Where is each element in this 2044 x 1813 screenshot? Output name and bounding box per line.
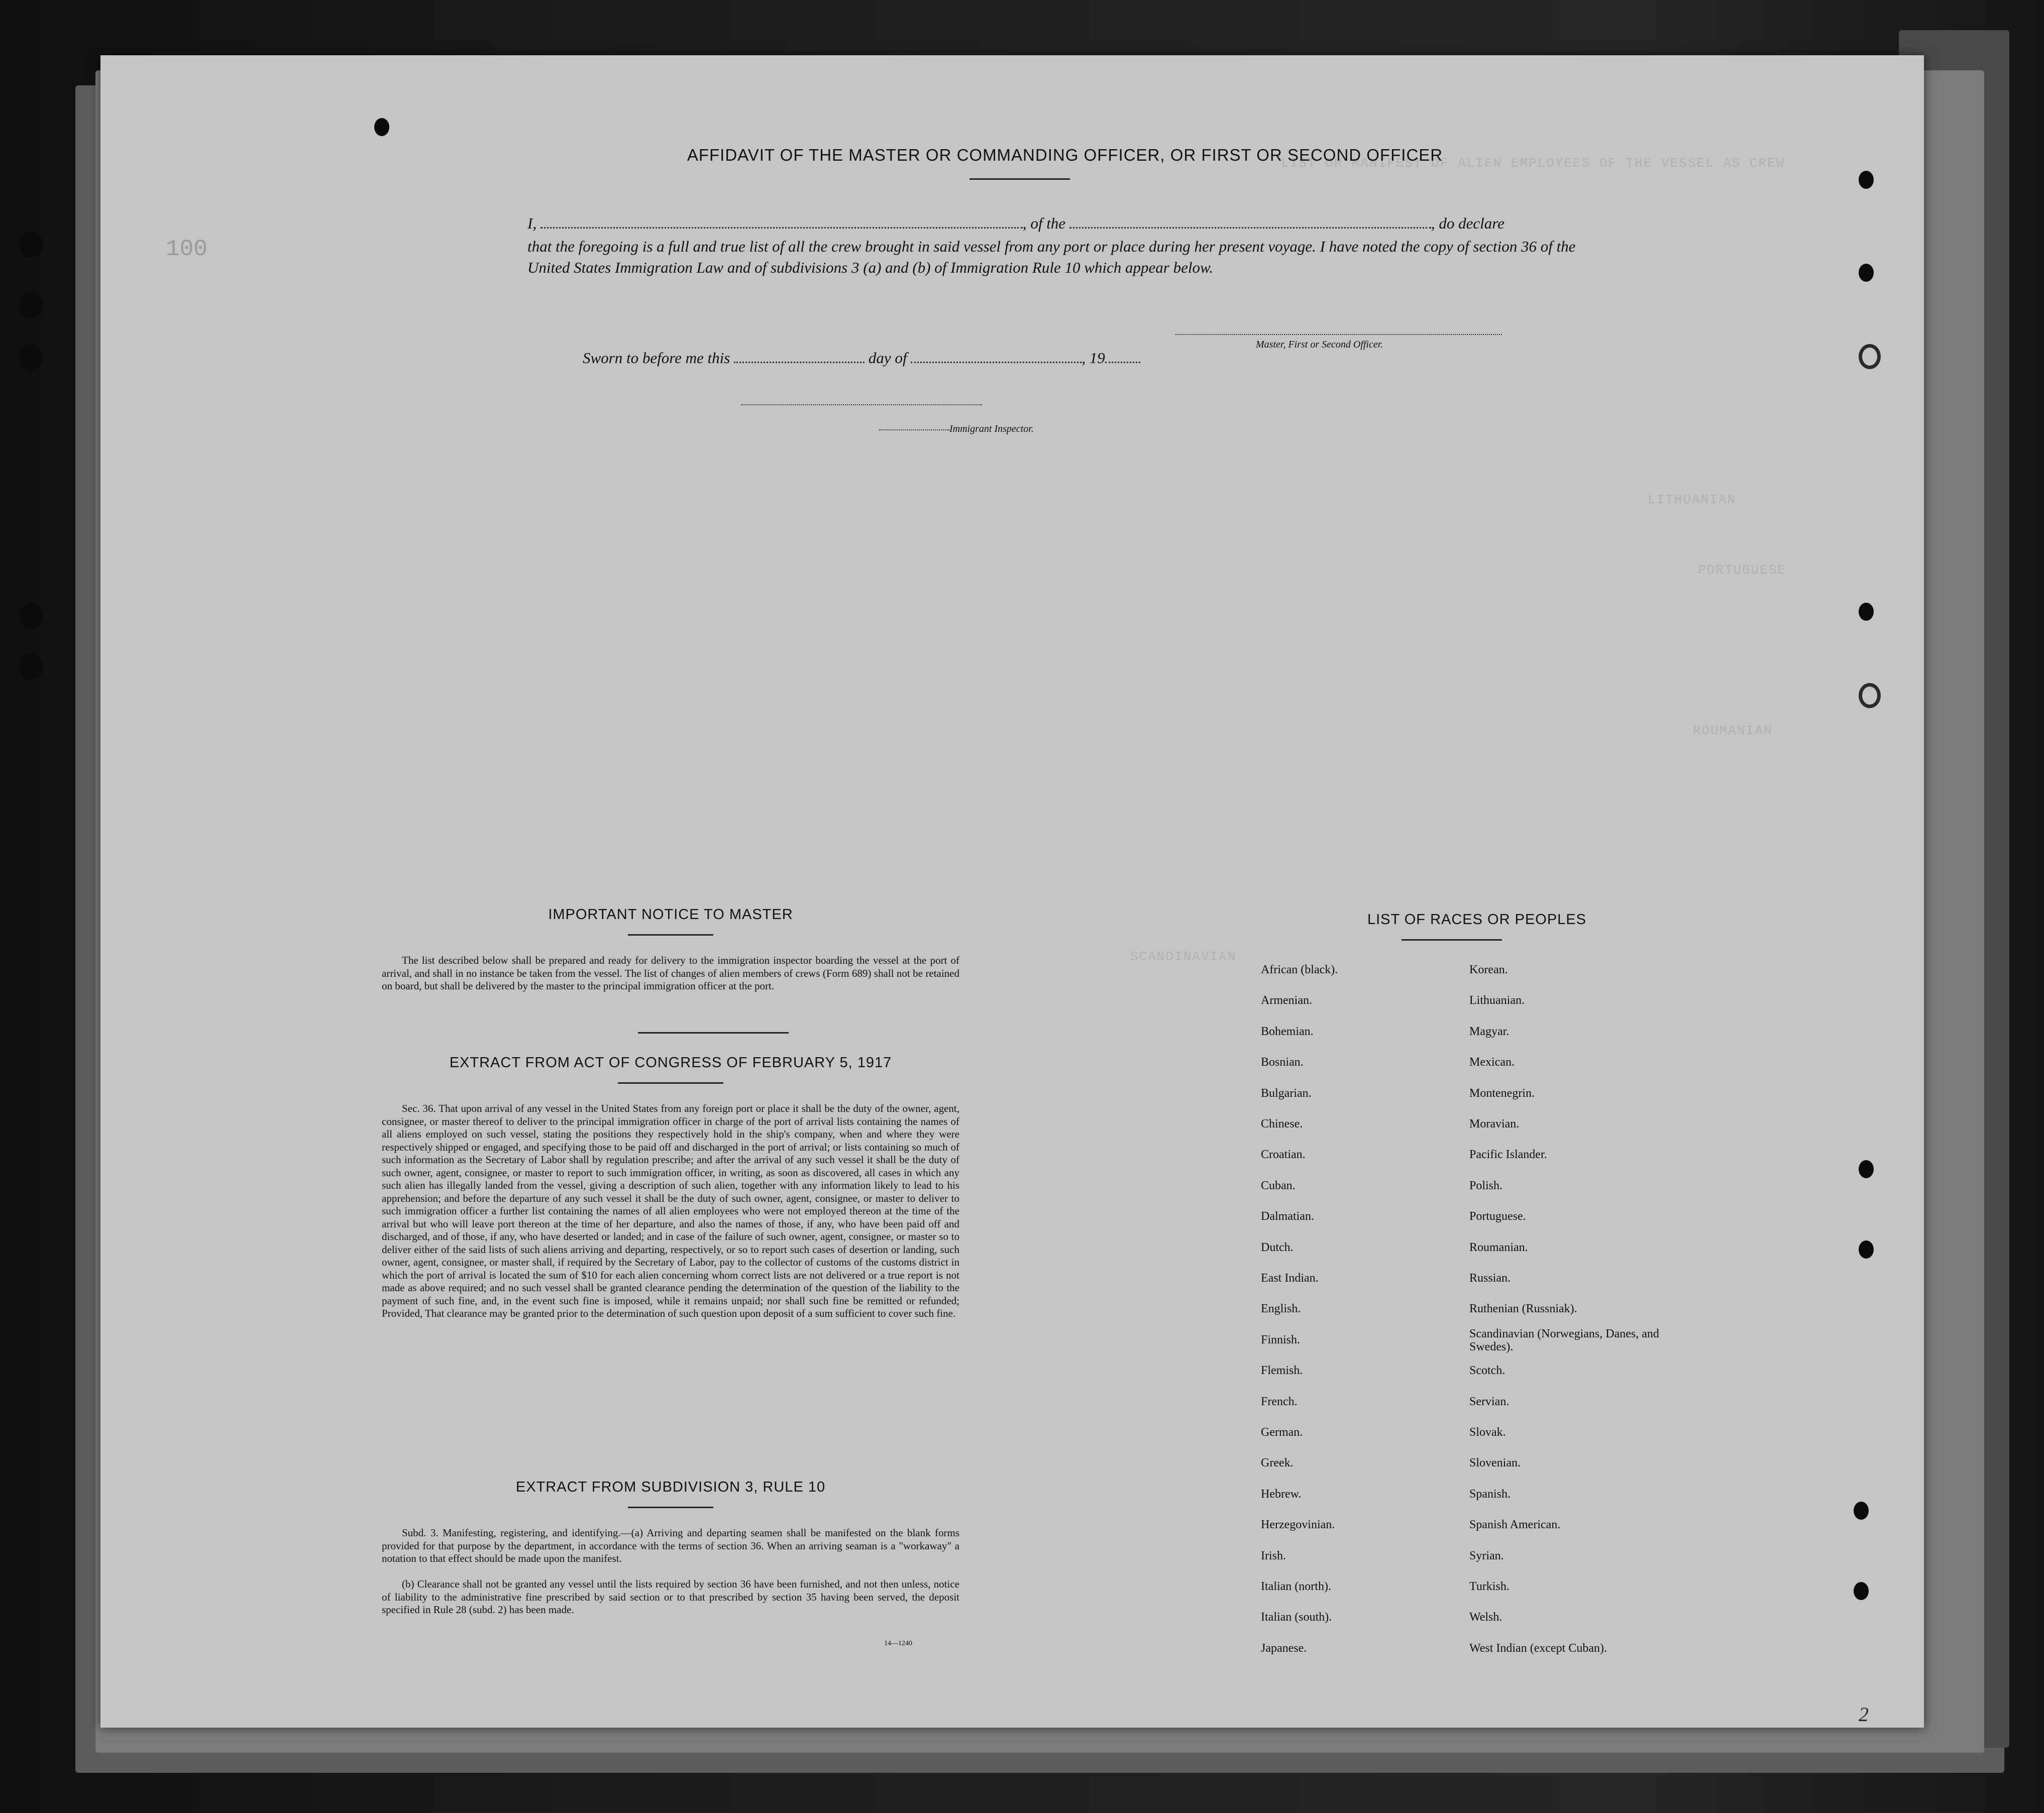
- rule-title: EXTRACT FROM SUBDIVISION 3, RULE 10: [515, 1479, 826, 1495]
- race-item: Cuban.: [1261, 1179, 1296, 1192]
- inspector-line-2[interactable]: [879, 429, 949, 430]
- form-number: 14—1240: [884, 1640, 912, 1647]
- inspector-label: Immigrant Inspector.: [949, 423, 1034, 434]
- name-field[interactable]: [541, 225, 1023, 229]
- binder-hole: [1859, 1160, 1874, 1178]
- sworn-prefix: Sworn to before me this: [583, 349, 730, 367]
- affidavit-body: that the foregoing is a full and true list of all the crew brought in said vessel from any port or place during her present voyage. I have noted the copy of section 36 of the United States Immigration Law and of subdivisions 3 (a) and (b) of Immigration Rule 10 which appear below.: [527, 238, 1576, 276]
- binder-hole: [19, 344, 42, 371]
- document-page: [100, 55, 1924, 1728]
- act-rule: [618, 1082, 723, 1084]
- title-rule: [970, 178, 1070, 180]
- binder-hole: [1854, 1502, 1869, 1520]
- affidavit-declaration-line: [527, 214, 1618, 233]
- sworn-day-field[interactable]: [734, 360, 865, 363]
- race-item: Turkish.: [1469, 1580, 1510, 1593]
- race-item: Flemish.: [1261, 1364, 1303, 1378]
- race-item: Servian.: [1469, 1395, 1510, 1408]
- race-item: Russian.: [1469, 1272, 1511, 1285]
- affidavit-title: AFFIDAVIT OF THE MASTER OR COMMANDING OFFICER, OR FIRST OR SECOND OFFICER: [687, 146, 1443, 164]
- race-item: Hebrew.: [1261, 1487, 1302, 1501]
- binder-hole: [19, 231, 42, 258]
- race-item: Irish.: [1261, 1549, 1286, 1562]
- race-item: Bohemian.: [1261, 1025, 1314, 1038]
- notice-title: IMPORTANT NOTICE TO MASTER: [548, 906, 793, 923]
- race-item: Finnish.: [1261, 1333, 1301, 1346]
- declaration-end: , do declare: [1431, 214, 1504, 232]
- notice-rule: [628, 934, 713, 936]
- race-item: Montenegrin.: [1469, 1086, 1535, 1100]
- race-item: Welsh.: [1469, 1611, 1502, 1624]
- race-item: French.: [1261, 1395, 1298, 1408]
- race-item: Armenian.: [1261, 994, 1312, 1007]
- race-item: Polish.: [1469, 1179, 1503, 1192]
- race-item: Portuguese.: [1469, 1210, 1526, 1223]
- inspector-line-1[interactable]: [741, 404, 982, 405]
- race-item: English.: [1261, 1302, 1301, 1316]
- declaration-i: I,: [527, 214, 537, 232]
- race-item: Slovenian.: [1469, 1456, 1521, 1470]
- notice-text: The list described below shall be prepared and ready for delivery to the immigration inspector boarding the vessel at the port of arrival, and shall in no instance be taken from the vessel. The list of changes of alien members of crews (Form 689) shall not be retained on board, but shall be delivered by the master to the principal immigration officer at the port.: [382, 954, 959, 992]
- binder-hole: [1859, 1240, 1874, 1259]
- rule-paragraph-b: (b) Clearance shall not be granted any vessel until the lists required by section 36 have been furnished, and not then unless, notice of liability to the administrative fine prescribed by said section or to that prescribed by section 35 having been served, the deposit specified in Rule 28 (subd. 2) has been made.: [382, 1578, 959, 1616]
- race-item: Magyar.: [1469, 1025, 1510, 1038]
- bleed-through-text: ROUMANIAN: [1693, 723, 1773, 738]
- race-item: Croatian.: [1261, 1148, 1306, 1162]
- race-item: Lithuanian.: [1469, 994, 1525, 1007]
- bleed-through-text: SCANDINAVIAN: [1130, 949, 1237, 964]
- binder-hole: [19, 603, 42, 630]
- race-item: Scotch.: [1469, 1364, 1505, 1378]
- signature-line[interactable]: [1175, 334, 1502, 335]
- race-item: Pacific Islander.: [1469, 1148, 1547, 1162]
- binder-hole: [1859, 264, 1874, 282]
- bleed-through-text: LIST OR MANIFEST OF ALIEN EMPLOYEES OF THE VESSEL AS CREW: [1281, 156, 1785, 171]
- race-item: Ruthenian (Russniak).: [1469, 1302, 1577, 1316]
- race-item: Syrian.: [1469, 1549, 1504, 1562]
- races-rule: [1402, 939, 1502, 941]
- binder-hole: [1859, 344, 1881, 369]
- race-item: Spanish American.: [1469, 1518, 1561, 1532]
- signature-label: Master, First or Second Officer.: [1256, 339, 1383, 350]
- race-item: Bulgarian.: [1261, 1086, 1312, 1100]
- race-item: Herzegovinian.: [1261, 1518, 1335, 1532]
- race-item: East Indian.: [1261, 1272, 1319, 1285]
- sworn-day: day of: [868, 349, 907, 367]
- race-item: Roumanian.: [1469, 1240, 1528, 1254]
- sworn-month-field[interactable]: [911, 360, 1082, 363]
- declaration-of-the: , of the: [1022, 214, 1066, 232]
- binder-hole: [374, 118, 389, 136]
- binder-hole: [19, 653, 42, 680]
- race-item: Scandinavian (Norwegians, Danes, and Swedes).: [1469, 1327, 1659, 1353]
- bleed-through-text: LITHUANIAN: [1648, 492, 1737, 507]
- race-item: Greek.: [1261, 1456, 1294, 1470]
- act-text: Sec. 36. That upon arrival of any vessel in the United States from any foreign port or place it shall be the duty of the owner, agent, consignee, or master thereof to deliver to the principal immigration officer in charge of the port of arrival lists containing the names of all aliens employed on such vessel, stating the positions they respectively hold in the ship's company, when and where they were respectively shipped or engaged, and specifying those to be paid off and discharged in the port of arrival; or lists containing so much of such information as the Secretary of Labor shall by regulation prescribe; and after the arrival of any such vessel it shall be the duty of such owner, agent, consignee, or master to report to such immigration officer, in writing, as soon as discovered, all cases in which any such alien has illegally landed from the vessel, giving a description of such alien, together with any information likely to lead to his apprehension; and before the departure of any such vessel it shall be the duty of such owner, agent, consignee, or master to deliver to such immigration officer a further list containing the names of all alien employees who were not employed thereon at the time of the arrival but who will leave port thereon at the time of her departure, and also the names of those, if any, who have been paid off and discharged, and of those, if any, who have deserted or landed; and in case of the failure of such owner, agent, consignee, or master so to deliver either of the said lists of such aliens arriving and departing, respectively, or so to report such cases of desertion or landing, such owner, agent, consignee, or master shall, if required by the Secretary of Labor, pay to the collector of customs of the customs district in which the port of arrival is located the sum of $10 for each alien concerning whom correct lists are not delivered or a true report is not made as above required; and no such vessel shall be granted clearance pending the determination of the question of the liability to the payment of such fine, and, in the event such fine is imposed, while it remains unpaid; nor shall such fine be remitted or refunded; Provided, That clearance may be granted prior to the determination of such question upon deposit of a sum sufficient to cover such fine.: [382, 1102, 959, 1319]
- race-item: African (black).: [1261, 963, 1338, 976]
- binder-hole: [19, 291, 42, 318]
- race-item: Japanese.: [1261, 1641, 1307, 1655]
- race-item: Italian (south).: [1261, 1611, 1332, 1624]
- rule-paragraph-a: Subd. 3. Manifesting, registering, and identifying.—(a) Arriving and departing seamen shall be manifested on the blank forms provided for that purpose by the department, in accordance with the terms of section 36. When an arriving seaman is a "workaway" a notation to that effect should be made upon the manifest.: [382, 1527, 959, 1564]
- binder-hole: [1859, 171, 1874, 189]
- race-item: Korean.: [1469, 963, 1508, 976]
- race-item: Italian (north).: [1261, 1580, 1331, 1593]
- rule-rule: [628, 1507, 713, 1508]
- race-item: German.: [1261, 1426, 1303, 1439]
- race-item: Bosnian.: [1261, 1056, 1304, 1069]
- bleed-through-text: PORTUGUESE: [1698, 562, 1787, 578]
- race-item: Dutch.: [1261, 1240, 1294, 1254]
- margin-number: 100: [166, 236, 207, 262]
- race-item: Spanish.: [1469, 1487, 1511, 1501]
- sworn-year-field[interactable]: [1105, 360, 1140, 363]
- notice-divider: [638, 1032, 789, 1034]
- race-item: Chinese.: [1261, 1117, 1303, 1130]
- binder-hole: [1859, 683, 1881, 708]
- binder-hole: [1859, 603, 1874, 621]
- race-item: Dalmatian.: [1261, 1210, 1314, 1223]
- vessel-field[interactable]: [1069, 225, 1431, 229]
- sworn-year: , 19: [1082, 349, 1105, 367]
- race-item: Moravian.: [1469, 1117, 1520, 1130]
- race-item: Mexican.: [1469, 1056, 1515, 1069]
- race-item: West Indian (except Cuban).: [1469, 1641, 1607, 1655]
- sworn-line: [583, 349, 1140, 367]
- binder-hole: [1854, 1582, 1869, 1600]
- margin-mark: 2: [1859, 1703, 1869, 1726]
- race-item: Slovak.: [1469, 1426, 1506, 1439]
- races-title: LIST OF RACES OR PEOPLES: [1367, 912, 1587, 928]
- act-title: EXTRACT FROM ACT OF CONGRESS OF FEBRUARY 5, 1917: [449, 1055, 892, 1071]
